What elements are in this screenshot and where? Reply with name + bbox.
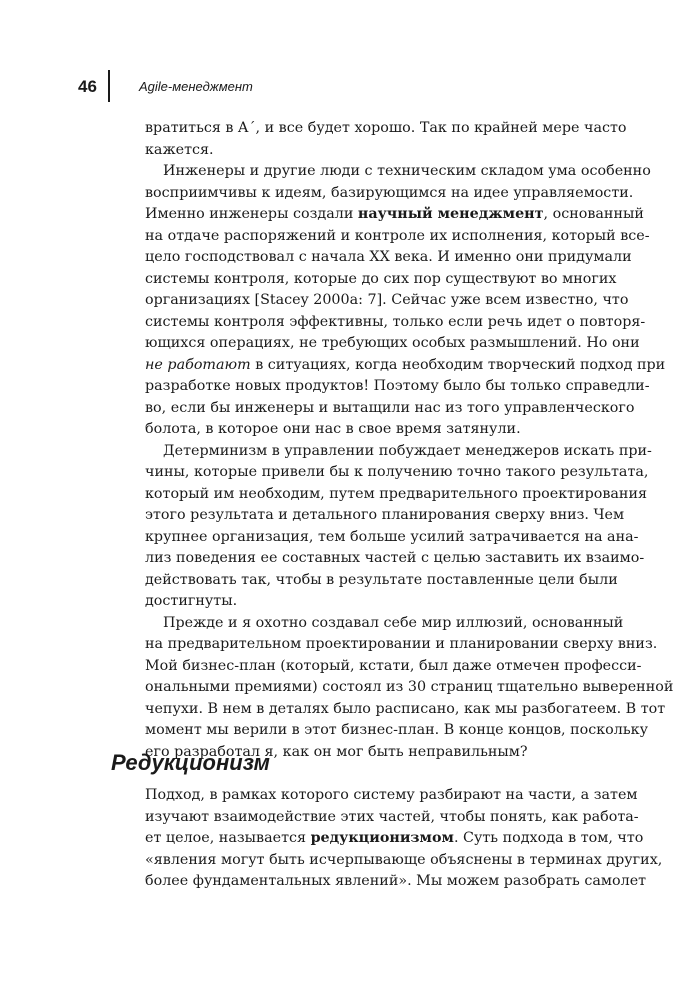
text-line: более фундаментальных явлений». Мы можем разобрать самолет [145, 873, 647, 889]
text-line: момент мы верили в этот бизнес-план. В конце концов, поскольку [145, 722, 649, 738]
text-line: этого результата и детального планирования сверху вниз. Чем [145, 507, 625, 523]
text-line: Прежде и я охотно создавал себе мир иллюзий, основанный [163, 614, 624, 631]
text-line: действовать так, чтобы в результате поставленные цели были [145, 571, 618, 588]
text-line: вратиться в A´, и все будет хорошо. Так по крайней мере часто [145, 120, 627, 136]
text-line: ющихся операциях, не требующих особых размышлений. Но они [145, 335, 640, 351]
text-line: чепухи. В нем в деталях было расписано, как мы разбогатеем. В тот [145, 700, 666, 717]
section-heading: Редукционизм [111, 750, 270, 775]
text-line: восприимчивы к идеям, базирующимся на идее управляемости. [145, 184, 634, 201]
text-line: Инженеры и другие люди с техническим складом ума особенно [163, 163, 651, 179]
text-line: Именно инженеры создали научный менеджмент, основанный [145, 206, 644, 222]
text-line: во, если бы инженеры и вытащили нас из того управленческого [145, 399, 635, 416]
text-line: «явления могут быть исчерпывающе объяснены в терминах других, [145, 851, 663, 868]
text-line: чины, которые привели бы к получению точно такого результата, [145, 464, 649, 480]
text-line: ет целое, называется редукционизмом. Суть подхода в том, что [145, 830, 644, 846]
text-line: болота, в которое они нас в свое время затянули. [145, 421, 521, 437]
text-line: системы контроля, которые до сих пор существуют во многих [145, 270, 617, 287]
italic-emphasis: не работают [145, 356, 251, 373]
body-text-top [145, 118, 674, 763]
text-line: его разработал я, как он мог быть неправильным? [145, 743, 528, 760]
text-line: на отдаче распоряжений и контроле их исполнения, который все- [145, 227, 650, 244]
body-text-bottom [145, 785, 663, 893]
bold-term: научный менеджмент [357, 206, 544, 222]
text-line: крупнее организация, тем больше усилий затрачивается на ана- [145, 528, 639, 545]
text-line: достигнуты. [145, 593, 238, 609]
text-line: Детерминизм в управлении побуждает менеджеров искать при- [163, 442, 652, 459]
text-line: не работают в ситуациях, когда необходим творческий подход при [145, 356, 666, 373]
running-title: Agile-менеджмент [139, 79, 253, 94]
text-line: изучают взаимодействие этих частей, чтобы понять, как работа- [145, 808, 639, 825]
text-line: цело господствовал с начала XX века. И именно они придумали [145, 249, 632, 265]
page-number: 46 [78, 77, 97, 96]
text-line: лиз поведения ее составных частей с целью заставить их взаимо- [145, 550, 645, 566]
bold-term: редукционизмом [310, 830, 454, 846]
text-line: организациях [Stacey 2000a: 7]. Сейчас уже всем известно, что [145, 292, 629, 308]
header-divider [108, 70, 110, 102]
text-line: кажется. [145, 141, 214, 158]
text-line: на предварительном проектировании и планировании сверху вниз. [145, 636, 658, 652]
text-line: системы контроля эффективны, только если речь идет о повторя- [145, 313, 646, 330]
text-line: Мой бизнес-план (который, кстати, был даже отмечен професси- [145, 657, 642, 674]
text-line: ональными премиями) состоял из 30 страниц тщательно выверенной [145, 679, 674, 695]
text-line: разработке новых продуктов! Поэтому было бы только справедли- [145, 378, 650, 394]
text-line: Подход, в рамках которого систему разбирают на части, а затем [145, 787, 638, 803]
text-line: который им необходим, путем предварительного проектирования [145, 485, 647, 502]
